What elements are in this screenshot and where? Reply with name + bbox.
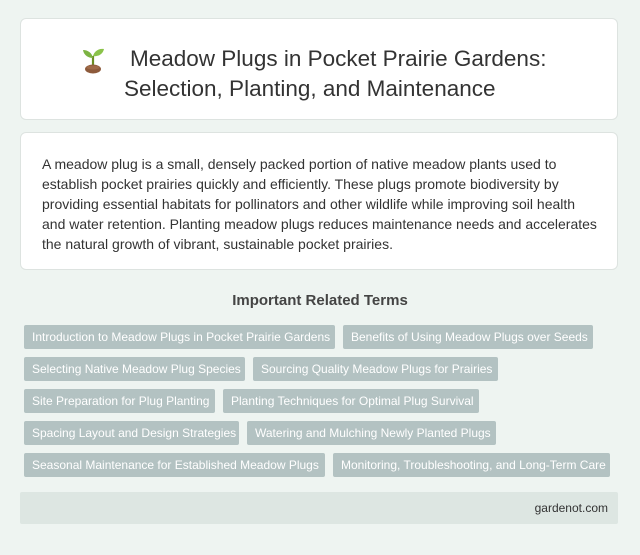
site-link[interactable]: gardenot.com bbox=[534, 501, 608, 515]
related-term-tag[interactable]: Selecting Native Meadow Plug Species bbox=[24, 357, 245, 381]
related-term-tag[interactable]: Benefits of Using Meadow Plugs over Seeds bbox=[343, 325, 593, 349]
page-title: Meadow Plugs in Pocket Prairie Gardens: Selection, Planting, and Maintenance bbox=[124, 46, 547, 101]
sprout-icon bbox=[80, 46, 106, 74]
related-term-tag[interactable]: Planting Techniques for Optimal Plug Survival bbox=[223, 389, 479, 413]
related-term-tag[interactable]: Sourcing Quality Meadow Plugs for Prairies bbox=[253, 357, 498, 381]
related-term-tag[interactable]: Seasonal Maintenance for Established Meadow Plugs bbox=[24, 453, 325, 477]
related-term-tag[interactable]: Site Preparation for Plug Planting bbox=[24, 389, 215, 413]
related-term-tag[interactable]: Introduction to Meadow Plugs in Pocket Prairie Gardens bbox=[24, 325, 335, 349]
related-terms-heading: Important Related Terms bbox=[232, 292, 408, 309]
footer bbox=[20, 492, 618, 524]
description-text: A meadow plug is a small, densely packed portion of native meadow plants used to establish pocket prairies quickly and efficiently. These plugs promote biodiversity by providing essential habitats for pollinators and other wildlife while improving soil health and water retention. Planting meadow plugs reduces maintenance needs and accelerates the natural growth of vibrant, sustainable pocket prairies. bbox=[42, 156, 597, 252]
related-term-tag[interactable]: Watering and Mulching Newly Planted Plugs bbox=[247, 421, 496, 445]
related-term-tag[interactable]: Monitoring, Troubleshooting, and Long-Term Care bbox=[333, 453, 610, 477]
related-term-tag[interactable]: Spacing Layout and Design Strategies bbox=[24, 421, 239, 445]
